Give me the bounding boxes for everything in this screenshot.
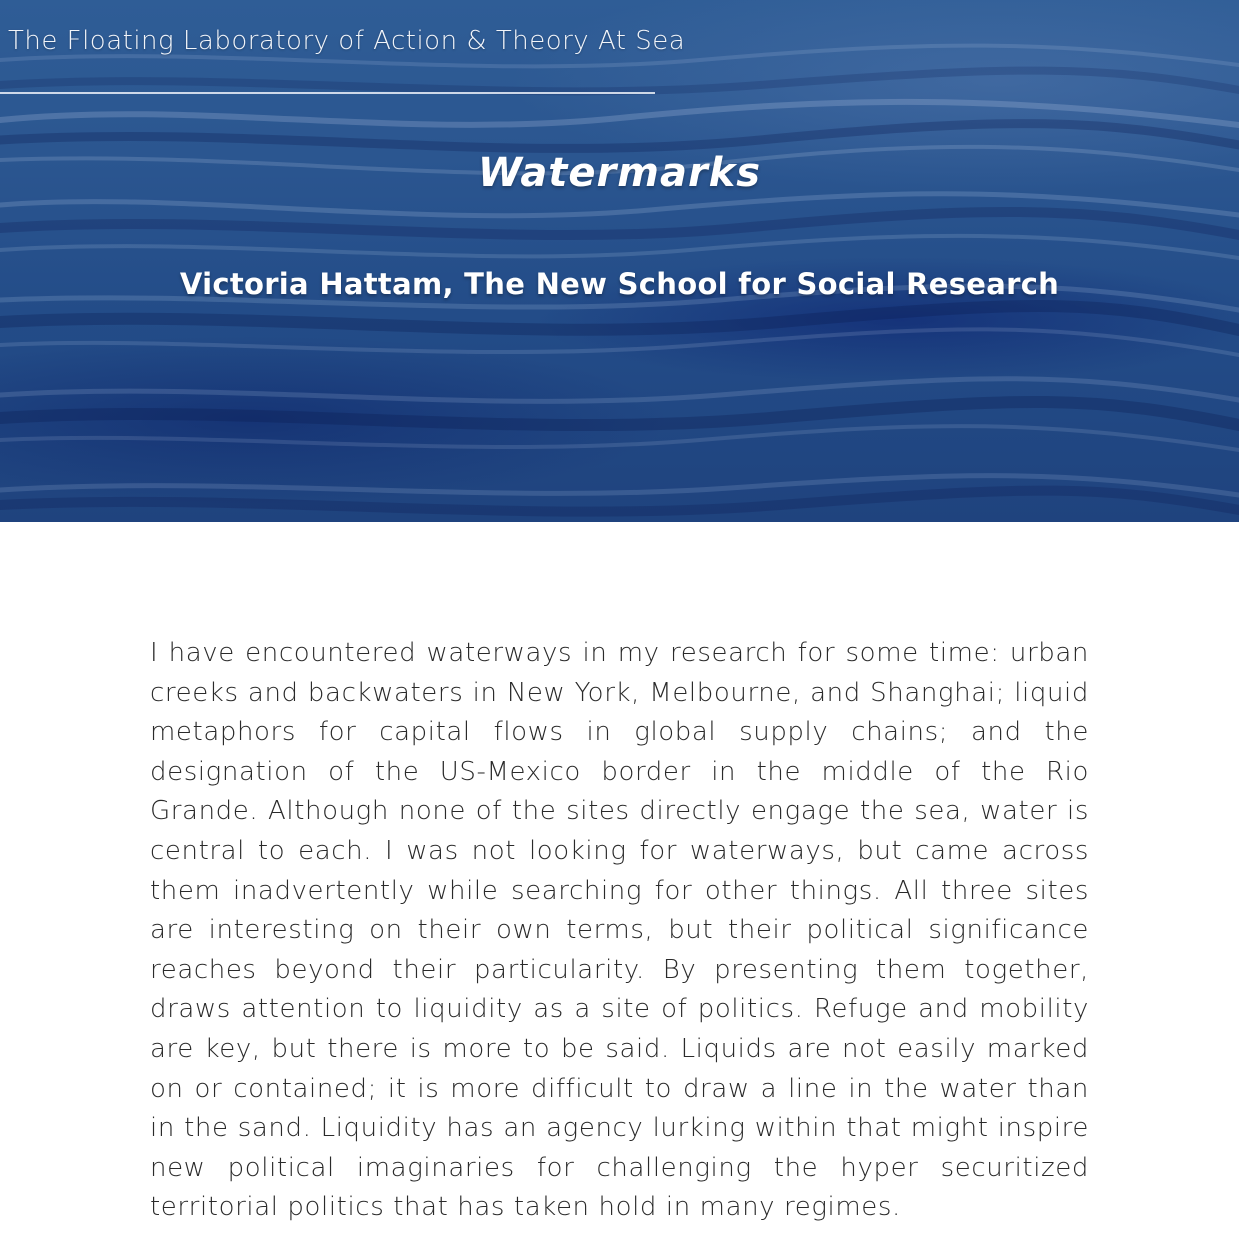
- article-body: I have encountered waterways in my research for some time: urban creeks and backwaters in New York, Melbourne, and Shanghai; liquid metaphors for capital flows in global supply chains; and the designation of the US-Mexico border in the middle of the Rio Grande. Although none of the sites directly engage the sea, water is central to each. I was not looking for waterways, but came across them inadvertently while searching for other things. All three sites are interesting on their own terms, but their political significance reaches beyond their particularity. By presenting them together, draws attention to liquidity as a site of politics. Refuge and mobility are key, but there is more to be said. Liquids are not easily marked on or contained; it is more difficult to draw a line in the water than in the sand. Liquidity has an agency lurking within that might inspire new political imaginaries for challenging the hyper securitized territorial politics that has taken hold in many regimes.: [150, 638, 1089, 1223]
- site-title[interactable]: The Floating Laboratory of Action & Theory At Sea: [8, 26, 686, 56]
- article-title: Watermarks: [477, 150, 762, 196]
- hero-banner: [0, 0, 1239, 522]
- ocean-waves-image: [0, 0, 1239, 522]
- title-divider: [0, 92, 655, 94]
- article-byline: Victoria Hattam, The New School for Social Research: [179, 267, 1060, 301]
